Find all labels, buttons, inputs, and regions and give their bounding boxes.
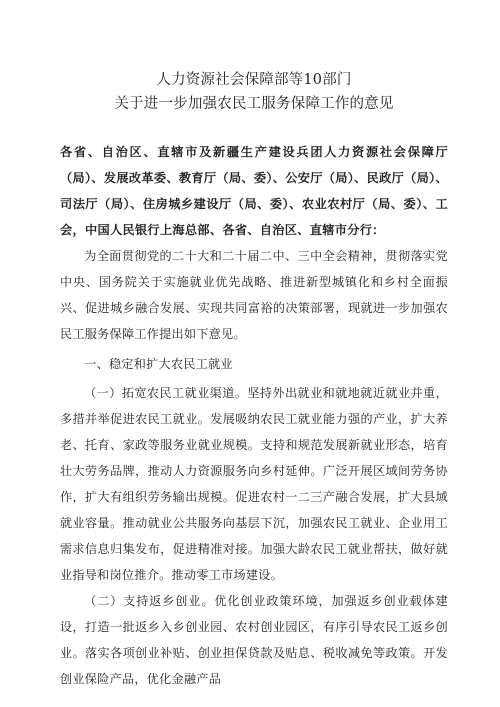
document-title-line1: 人力资源社会保障部等10部门 [156,72,352,88]
section-heading-1: 一、稳定和扩大农民工就业 [84,357,233,371]
addressees: 各省、自治区、直辖市及新疆生产建设兵团人力资源社会保障厅（局）、发展改革委、教育厅（局、委）、公安厅（局）、民政厅（局）、司法厅（局）、住房城乡建设厅（局、委）、农业农村厅（局、委）、工会，中国人民银行上海总部、各省、自治区、直辖市分行： [60,145,448,237]
intro-paragraph: 为全面贯彻党的二十大和二十届二中、三中全会精神，贯彻落实党中央、国务院关于实施就业优先战略、推进新型城镇化和乡村全面振兴、促进城乡融合发展、实现共同富裕的决策部署，现就进一步加强农民工服务保障工作提出如下意见。 [60,249,448,341]
paragraph-2: （二）支持返乡创业。优化创业政策环境，加强返乡创业载体建设，打造一批返乡入乡创业园、农村创业园区，有序引导农民工返乡创业。落实各项创业补贴、创业担保贷款及贴息、税收减免等政策。开发创业保险产品，优化金融产品 [60,594,448,686]
document-title-line2: 关于进一步加强农民工服务保障工作的意见 [114,96,394,112]
paragraph-1: （一）拓宽农民工就业渠道。坚持外出就业和就地就近就业并重，多措并举促进农民工就业。发展吸纳农民工就业能力强的产业，扩大养老、托育、家政等服务业就业规模。支持和规范发展新就业形态，培育壮大劳务品牌，推动人力资源服务向乡村延伸。广泛开展区域间劳务协作，扩大有组织劳务输出规模。促进农村一二三产融合发展，扩大县域就业容量。推动就业公共服务向基层下沉，加强农民工就业、企业用工需求信息归集发布，促进精准对接。加强大龄农民工就业帮扶，做好就业指导和岗位推介。推动零工市场建设。 [60,386,448,582]
